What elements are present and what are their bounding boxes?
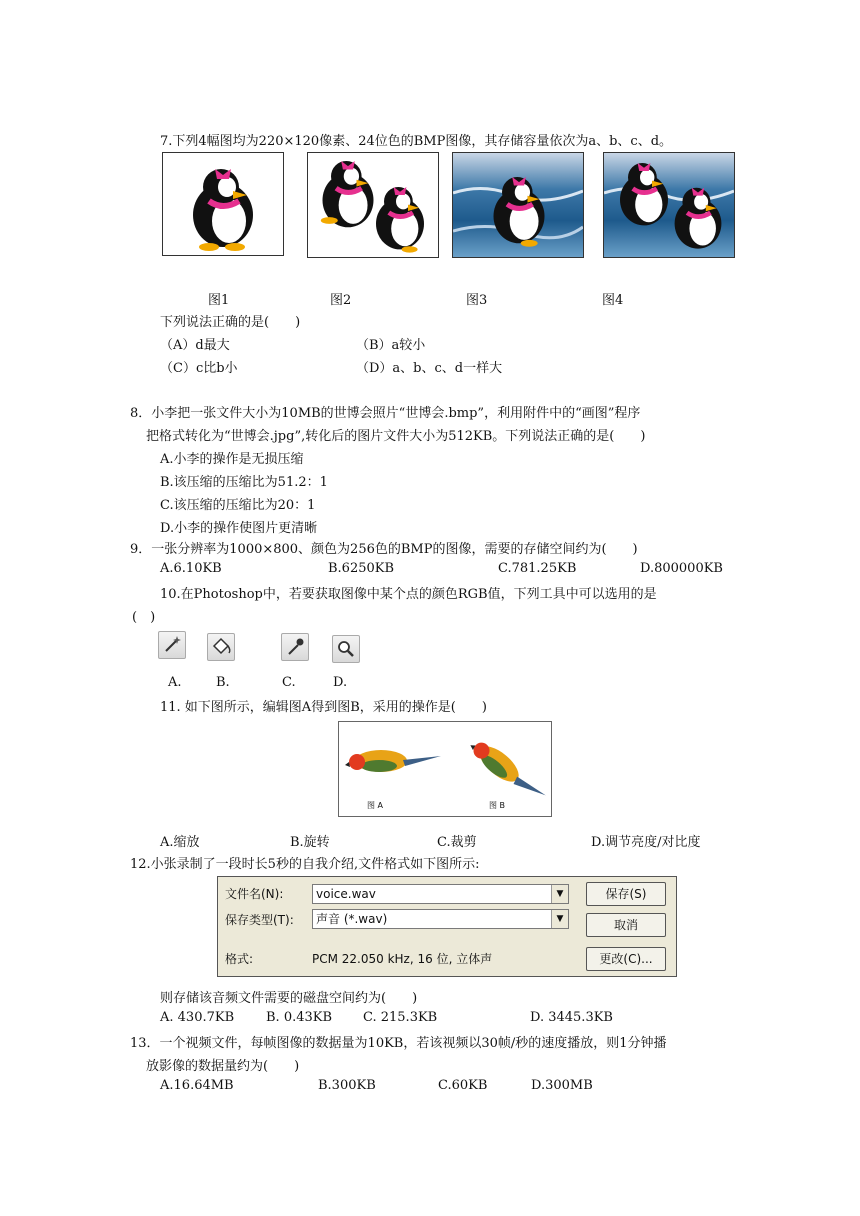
q10-stem-line1: 10.在Photoshop中，若要获取图像中某个点的颜色RGB值，下列工具中可以选用的是 xyxy=(160,587,657,602)
q12-option-a: A. 430.7KB xyxy=(160,1010,235,1025)
q12-stem: 12.小张录制了一段时长5秒的自我介绍,文件格式如下图所示: xyxy=(130,857,480,872)
q7-image-4 xyxy=(603,152,735,258)
q7-caption-3: 图3 xyxy=(466,293,488,308)
q7-caption-2: 图2 xyxy=(330,293,352,308)
q13-stem-line2: 放影像的数据量约为( ) xyxy=(146,1059,300,1074)
q12-option-d: D. 3445.3KB xyxy=(530,1010,613,1025)
q11-stem: 11. 如下图所示，编辑图A得到图B，采用的操作是( ) xyxy=(160,700,487,715)
type-label: 保存类型(T): xyxy=(225,913,294,927)
format-value: PCM 22.050 kHz, 16 位, 立体声 xyxy=(312,952,493,966)
cancel-button[interactable]: 取消 xyxy=(586,913,666,937)
q13-option-d: D.300MB xyxy=(531,1078,593,1093)
q10-label-c: C. xyxy=(282,675,296,690)
q8-stem-line1: 8．小李把一张文件大小为10MB的世博会照片“世博会.bmp”，利用附件中的“画图”程序 xyxy=(130,406,641,421)
q9-option-a: A.6.10KB xyxy=(160,561,222,576)
q13-option-c: C.60KB xyxy=(438,1078,488,1093)
q12-option-b: B. 0.43KB xyxy=(266,1010,333,1025)
q10-label-a: A. xyxy=(168,675,182,690)
q11-caption-b: 图 B xyxy=(489,801,506,810)
save-button[interactable]: 保存(S) xyxy=(586,882,666,906)
q13-option-b: B.300KB xyxy=(318,1078,376,1093)
q8-option-a: A.小李的操作是无损压缩 xyxy=(160,452,304,467)
q7-option-a: （A）d最大 xyxy=(160,338,230,353)
q9-stem: 9．一张分辨率为1000×800、颜色为256色的BMP的图像，需要的存储空间约为( ) xyxy=(130,542,638,557)
file-type-value: 声音 (*.wav) xyxy=(316,912,388,926)
eyedropper-icon xyxy=(281,633,309,661)
q7-option-b: （B）a较小 xyxy=(356,338,426,353)
q9-option-b: B.6250KB xyxy=(328,561,395,576)
q8-option-c: C.该压缩的压缩比为20：1 xyxy=(160,498,316,513)
q7-option-d: （D）a、b、c、d一样大 xyxy=(356,361,503,376)
q12-option-c: C. 215.3KB xyxy=(363,1010,438,1025)
q12-prompt: 则存储该音频文件需要的磁盘空间约为( ) xyxy=(160,991,418,1006)
q11-figure xyxy=(338,721,552,817)
q11-caption-a: 图 A xyxy=(367,801,384,810)
q7-caption-1: 图1 xyxy=(208,293,230,308)
q9-option-d: D.800000KB xyxy=(640,561,723,576)
q13-stem-line1: 13．一个视频文件，每帧图像的数据量为10KB，若该视频以30帧/秒的速度播放，则1分钟播 xyxy=(130,1036,667,1051)
q11-option-a: A.缩放 xyxy=(160,835,200,850)
q11-option-d: D.调节亮度/对比度 xyxy=(591,835,701,850)
q7-caption-4: 图4 xyxy=(602,293,624,308)
filename-value: voice.wav xyxy=(316,887,376,901)
q8-stem-line2: 把格式转化为“世博会.jpg”,转化后的图片文件大小为512KB。下列说法正确的是( ) xyxy=(146,429,646,444)
filename-label: 文件名(N): xyxy=(225,887,284,901)
q11-option-b: B.旋转 xyxy=(290,835,330,850)
filename-dropdown-icon[interactable]: ▼ xyxy=(551,885,568,903)
q7-image-1 xyxy=(162,152,284,256)
q7-prompt: 下列说法正确的是( ) xyxy=(160,315,301,330)
q10-label-d: D. xyxy=(333,675,348,690)
q7-image-2 xyxy=(307,152,439,258)
q9-option-c: C.781.25KB xyxy=(498,561,577,576)
format-label: 格式: xyxy=(225,952,254,966)
save-dialog xyxy=(217,876,677,977)
q8-option-b: B.该压缩的压缩比为51.2：1 xyxy=(160,475,328,490)
q8-option-d: D.小李的操作使图片更清晰 xyxy=(160,521,318,536)
q10-stem-line2: ( ) xyxy=(132,610,156,625)
file-type-dropdown-icon[interactable]: ▼ xyxy=(551,910,568,928)
q7-option-c: （C）c比b小 xyxy=(160,361,238,376)
change-button[interactable]: 更改(C)... xyxy=(586,947,666,971)
q7-image-3 xyxy=(452,152,584,258)
parrot-a-image xyxy=(345,750,441,772)
q11-option-c: C.裁剪 xyxy=(437,835,477,850)
q10-label-b: B. xyxy=(216,675,230,690)
paint-bucket-icon xyxy=(207,633,235,661)
q13-option-a: A.16.64MB xyxy=(160,1078,234,1093)
file-type-select[interactable] xyxy=(312,909,569,929)
q7-stem: 7.下列4幅图均为220×120像素、24位色的BMP图像，其存储容量依次为a、b、c、d。 xyxy=(160,134,673,149)
filename-field[interactable] xyxy=(312,884,569,904)
parrot-b-image xyxy=(466,734,549,809)
zoom-icon xyxy=(332,635,360,663)
magic-wand-icon xyxy=(158,631,186,659)
